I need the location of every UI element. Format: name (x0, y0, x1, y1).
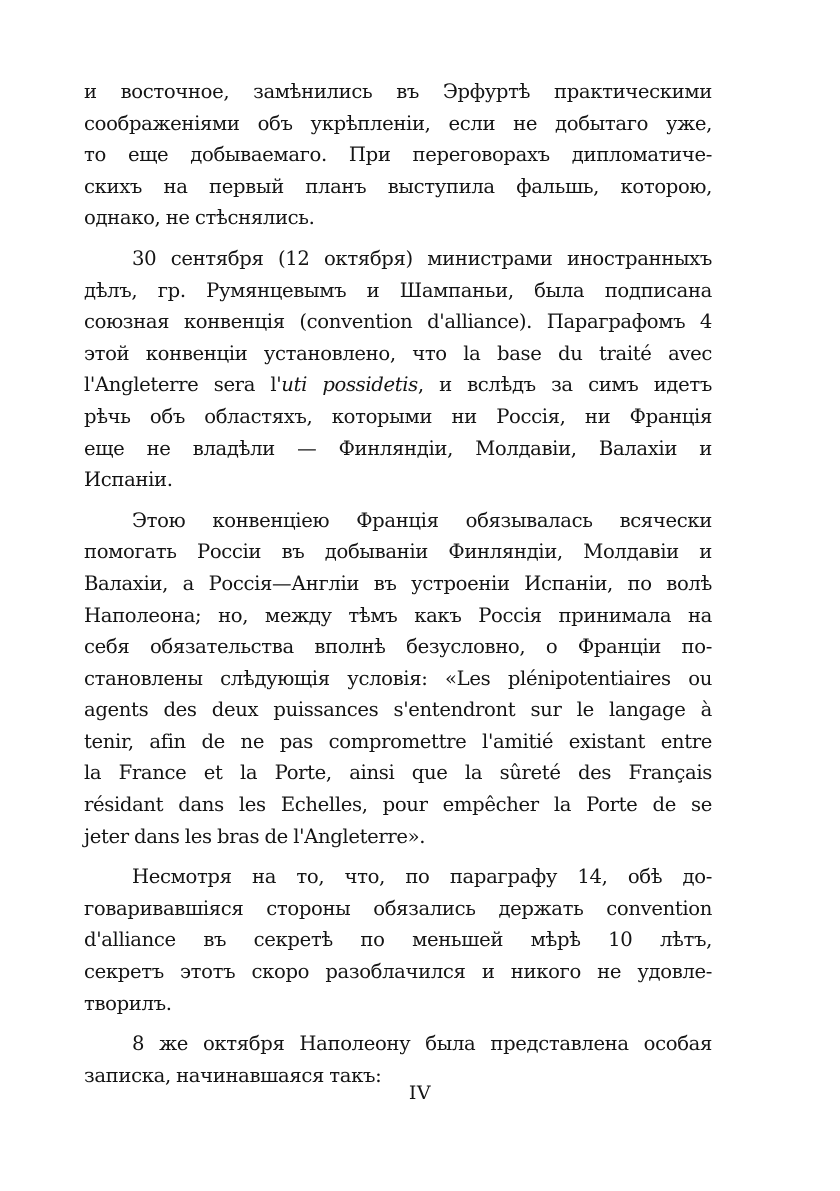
text-line: союзная конвенція (convention d'alliance). Параграфомъ 4 (84, 310, 712, 334)
text-line: d'alliance въ секретѣ по меньшей мѣрѣ 10 лѣтъ, (84, 928, 712, 952)
text-line: записка, начинавшаяся такъ: (84, 1063, 382, 1087)
paragraph-2 (84, 243, 712, 496)
text-line: скихъ на первый планъ выступила фальшь, которою, (84, 174, 712, 198)
page-number: IV (408, 1082, 432, 1104)
text-line: творилъ. (84, 991, 172, 1015)
paragraph-gap (84, 496, 712, 505)
paragraph-1 (84, 76, 712, 234)
paragraph-gap (84, 852, 712, 861)
text-line: Валахіи, а Россія—Англіи въ устроеніи Испаніи, по волѣ (84, 571, 712, 595)
text-line: la France et la Porte, ainsi que la sûreté des Français (84, 761, 712, 785)
text-line: еще не владѣли — Финляндіи, Молдавіи, Валахіи и (84, 436, 712, 460)
paragraph-3 (84, 505, 712, 853)
text-line: то еще добываемаго. При переговорахъ дипломатиче- (84, 143, 712, 167)
text-line: соображеніями объ укрѣпленіи, если не добытаго уже, (84, 111, 712, 135)
text-line: 8 же октября Наполеону была представлена особая (132, 1032, 712, 1056)
text-line: jeter dans les bras de l'Angleterre». (84, 824, 426, 848)
paragraph-gap (84, 1019, 712, 1028)
text-line: говаривавшіяся стороны обязались держать convention (84, 896, 712, 920)
paragraph-gap (84, 234, 712, 243)
text-line: Несмотря на то, что, по параграфу 14, обѣ до- (132, 865, 712, 889)
text-line: секретъ этотъ скоро разоблачился и никого не удовле- (84, 960, 712, 984)
text-line: помогать Россіи въ добываніи Финляндіи, Молдавіи и (84, 540, 712, 564)
text-line: становлены слѣдующія условія: «Les plénipotentiaires ou (84, 666, 712, 690)
text-line: Этою конвенціею Франція обязывалась всячески (132, 508, 712, 532)
text-line: дѣлъ, гр. Румянцевымъ и Шампаньи, была подписана (84, 278, 712, 302)
text-line: и восточное, замѣнились въ Эрфуртѣ практическими (84, 80, 712, 103)
text-line: résidant dans les Echelles, pour empêcher la Porte de se (84, 793, 712, 817)
text-line-with-italic: l'Angleterre sera l'uti possidetis, и вслѣдъ за симъ идетъ (84, 373, 712, 397)
page-body (84, 76, 712, 1091)
text-line: agents des deux puissances s'entendront sur le langage à (84, 698, 712, 722)
text-line: tenir, afin de ne pas compromettre l'amitié existant entre (84, 729, 712, 753)
text-line: Наполеона; но, между тѣмъ какъ Россія принимала на (84, 603, 712, 627)
text-line: этой конвенціи установлено, что la base du traité avec (84, 341, 712, 365)
italic-latin-phrase: uti possidetis (281, 373, 418, 397)
text-line: Испаніи. (84, 468, 173, 492)
text-line: себя обязательства вполнѣ безусловно, о Франціи по- (84, 635, 712, 659)
text-line: однако, не стѣснялись. (84, 206, 315, 230)
paragraph-4 (84, 861, 712, 1019)
text-line: 30 сентября (12 октября) министрами иностранныхъ (132, 246, 712, 270)
text-line: рѣчь объ областяхъ, которыми ни Россія, ни Франція (84, 404, 712, 428)
